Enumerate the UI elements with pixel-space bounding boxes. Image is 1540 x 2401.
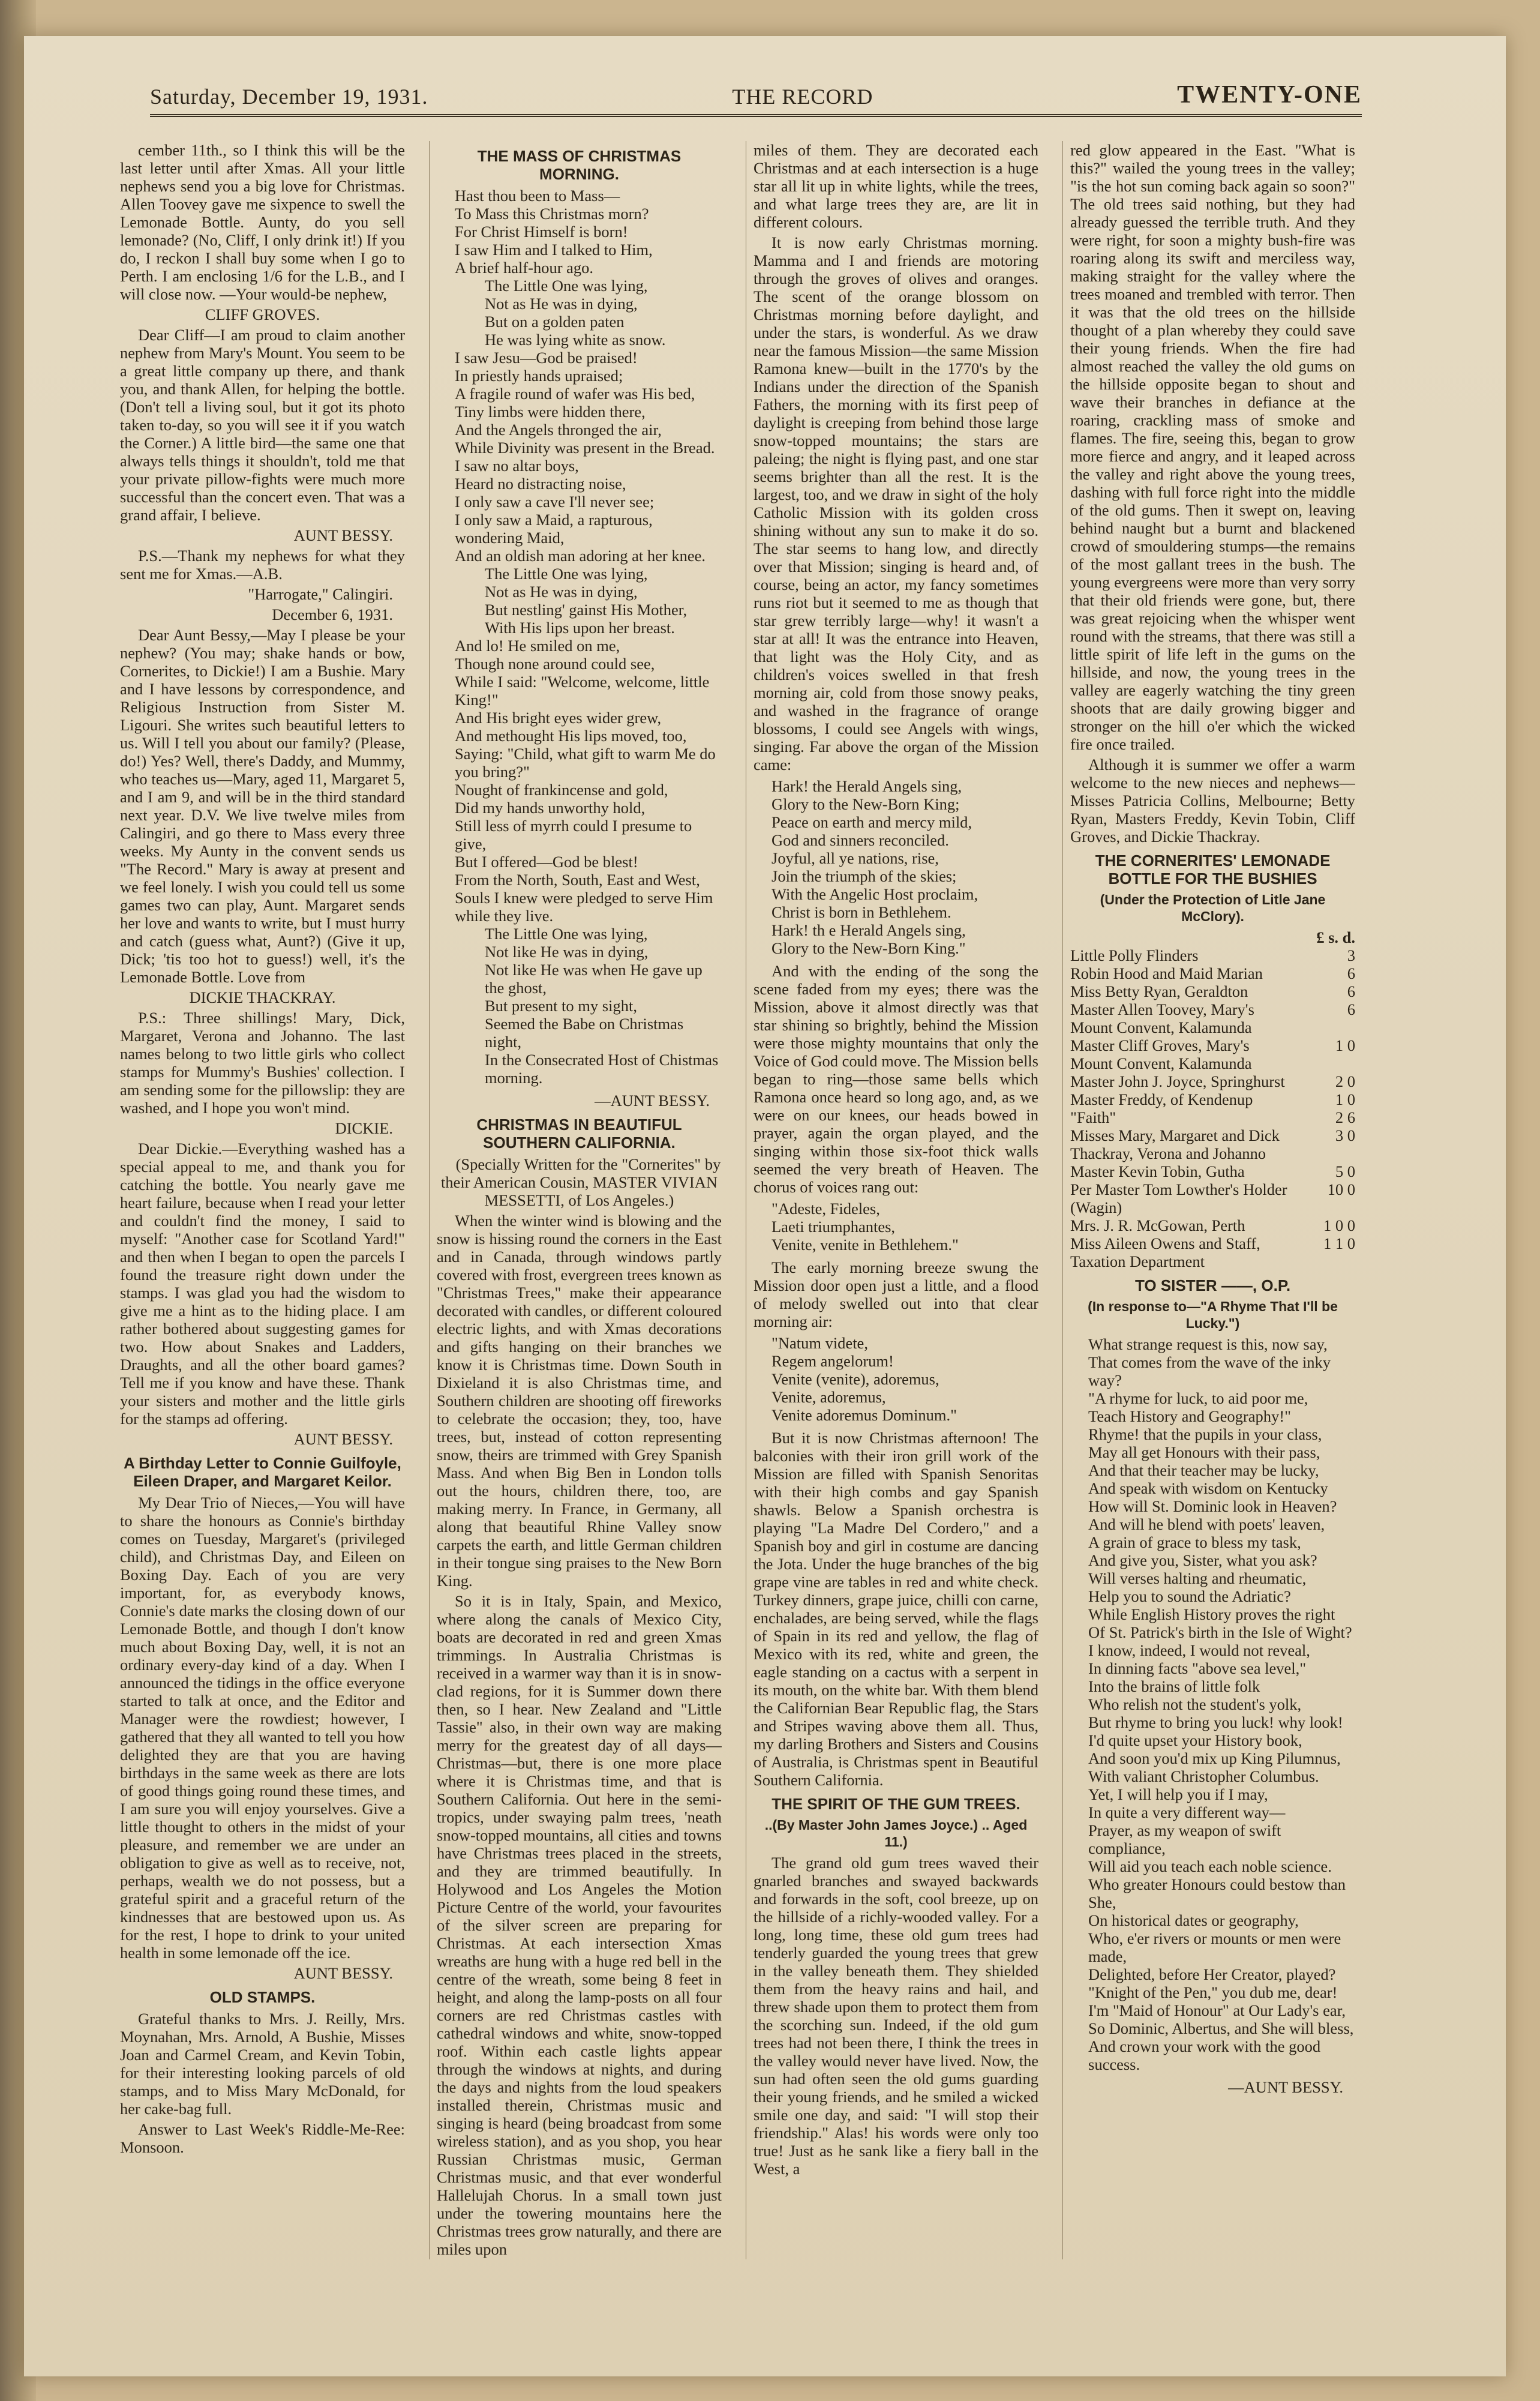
verse-line: Who, e'er rivers or mounts or men were made, [1088, 1929, 1341, 1965]
verse-block [754, 1200, 1038, 1254]
verse-line: While English History proves the right [1088, 1605, 1335, 1623]
verse-line: And soon you'd mix up King Pilumnus, [1088, 1749, 1341, 1767]
subscription-row [1070, 1234, 1355, 1270]
verse-line: Rhyme! that the pupils in your class, [1088, 1425, 1322, 1443]
verse-line: But on a golden paten [485, 313, 625, 331]
verse-line: May all get Honours with their pass, [1088, 1443, 1320, 1461]
verse-line: And methought His lips moved, too, [455, 727, 687, 745]
subscription-amount: 6 [1347, 1000, 1355, 1018]
paragraph: P.S.: Three shillings! Mary, Dick, Margaret, Verona and Johanno. The last names belong to two little girls who collect stamps for Mummy's Bushies' collection. I am sending some for the pillowslip: they are washed, and I hope you won't mind. [120, 1009, 405, 1117]
verse-line: I only saw a cave I'll never see; [455, 493, 655, 511]
subscription-list [1070, 928, 1355, 1270]
column-1 [120, 141, 405, 2259]
verse-line: And that their teacher may be lucky, [1088, 1461, 1319, 1479]
verse-line: A brief half-hour ago. [455, 259, 594, 277]
subscriber-name: Miss Betty Ryan, Geraldton [1070, 982, 1248, 1000]
subscription-row [1070, 1126, 1355, 1162]
paragraph: It is now early Christmas morning. Mamma and I and friends are motoring through the groves of olives and oranges. The scent of the orange blossom on Christmas morning before daylight, and under the stars, is wonderful. As we draw near the famous Mission—the same Mission Ramona knew—built in the 1770's by the Indians under the direction of the Spanish Fathers, the morning with its first peep of daylight is creeping from behind those large snow-topped mountains; the stars are paleing; the night is flying past, and one star seems brighter than all the rest. It is the largest, too, and we draw in sight of the holy Catholic Mission with its golden cross shining without any sun to make it do so. The star seems to hang low, and directly over that Mission; singing is heard and, of course, being an actor, my fancy sometimes runs riot but it seemed to me as though that star grew terribly large—why! it wasn't a star at all! It was the entrance into Heaven, that light was the Holy City, and as children's voices swelled in that fresh morning air, cold from those snowy peaks, and washed in the fragrance of orange blossoms, I could see Angels with wings, singing. Far above the organ of the Mission came: [754, 233, 1038, 774]
subscription-amount: 5 0 [1335, 1162, 1355, 1180]
paragraph: Dear Cliff—I am proud to claim another nephew from Mary's Mount. You seem to be a great little company up there, and thank you, and thank Allen, for helping the bottle. (Don't tell a living soul, but it got its photo taken to-day, so you will see it if you watch the Corner.) A little bird—the same one that always tells things it shouldn't, told me that your private pillow-fights were much more successful than the concert even. That was a grand affair, I believe. [120, 326, 405, 524]
verse-line: Though none around could see, [455, 655, 655, 673]
subscription-amount: £ s. d. [1316, 928, 1355, 946]
subscription-row [1070, 1072, 1355, 1090]
subscriber-name: Master Allen Toovey, Mary's Mount Convent, Kalamunda [1070, 1000, 1254, 1036]
column-3 [754, 141, 1038, 2259]
verse-line: Peace on earth and mercy mild, [771, 813, 972, 831]
subscription-row [1070, 1090, 1355, 1108]
subscription-amount: 10 0 [1327, 1180, 1355, 1198]
verse-line: Join the triumph of the skies; [771, 867, 957, 885]
verse-line: Venite, adoremus, [771, 1388, 886, 1406]
subscription-row [1070, 964, 1355, 982]
subscription-row [1070, 1216, 1355, 1234]
verse-line: But rhyme to bring you luck! why look! [1088, 1713, 1343, 1731]
section-heading: CHRISTMAS IN BEAUTIFUL SOUTHERN CALIFORNIA. [476, 1116, 682, 1152]
verse-line: Hark! th e Herald Angels sing, [771, 921, 966, 939]
subscription-amount: 6 [1347, 964, 1355, 982]
section-heading: THE CORNERITES' LEMONADE BOTTLE FOR THE BUSHIES [1095, 852, 1331, 888]
section-heading: THE MASS OF CHRISTMAS MORNING. [477, 147, 682, 183]
verse-line: The Little One was lying, [485, 277, 648, 295]
column-rule [1062, 141, 1063, 2259]
verse-line: Tiny limbs were hidden there, [455, 403, 646, 421]
issue-date: Saturday, December 19, 1931. [150, 85, 428, 109]
section-subheading: ..(By Master John James Joyce.) .. Aged 11.) [764, 1817, 1028, 1850]
verse-line: That comes from the wave of the inky way? [1088, 1353, 1331, 1389]
paragraph: But it is now Christmas afternoon! The balconies with their iron grill work of the Mission are filled with Spanish Senoritas with their high combs and gay Spanish shawls. Below a Spanish orchestra is playing "La Madre Del Cordero," and a Spanish boy and girl in costume are dancing the Jota. Under the huge branches of the big grape vine are tables in red and white check. Turkey dinners, grape juice, chilli con carne, enchalades, are being served, while the flags of Spain in its red and yellow, the flag of Mexico with its red, white and green, the eagle standing on a cactus with a serpent in its mouth, on the white bar. With them blend the Californian Bear Republic flag, the Stars and Stripes waving above them all. Thus, my darling Brothers and Sisters and Cousins of Australia, is Christmas spent in Beautiful Southern California. [754, 1429, 1038, 1789]
paragraph: The early morning breeze swung the Mission door open just a little, and a flood of melody swelled out into that clear morning air: [754, 1258, 1038, 1330]
verse-line: Prayer, as my weapon of swift compliance, [1088, 1821, 1281, 1857]
section-heading: TO SISTER ——, O.P. [1134, 1276, 1291, 1294]
subscription-amount: 1 0 [1335, 1090, 1355, 1108]
verse-line: I know, indeed, I would not reveal, [1088, 1641, 1310, 1659]
verse-line: In the Consecrated Host of Chistmas morning. [485, 1051, 719, 1087]
verse-line: But I offered—God be blest! [455, 853, 638, 871]
subscriber-name: Robin Hood and Maid Marian [1070, 964, 1263, 982]
verse-line: Not as He was in dying, [485, 583, 638, 601]
paragraph: My Dear Trio of Nieces,—You will have to share the honours as Connie's birthday comes on Tuesday, Margaret's (privileged child), and Christmas Day, and Eileen on Boxing Day. Each of you are very important, for, as everybody knows, Connie's date marks the closing down of our Lemonade Bottle, and though I don't know much about Boxing Day, well, it is not an ordinary every-day kind of a day. When I announced the tidings in the office everyone started to talk at once, and the Editor and Manager were the rowdiest; however, I gathered that they all wanted to tell you how delighted they are that you are having birthdays in the same week as there are lots of good things going round these times, and I am sure you will enjoy yourselves. Give a little thought to others in the midst of your pleasure, and remember we are under an obligation to give as well as to receive, not, perhaps, wealth we do not possess, but a grateful spirit and a graceful return of the kindnesses that are bestowed upon us. As for the rest, I hope to drink to your united health in some lemonade off the ice. [120, 1494, 405, 1962]
verse-line: A fragile round of wafer was His bed, [455, 385, 695, 403]
verse-line: With His lips upon her breast. [485, 619, 675, 637]
paragraph: Grateful thanks to Mrs. J. Reilly, Mrs. Moynahan, Mrs. Arnold, A Bushie, Misses Joan and Carmel Cream, and Kevin Tobin, for their interesting looking parcels of old stamps, and to Miss Mary McDonald, for her cake-bag full. [120, 2010, 405, 2118]
verse-line: Will aid you teach each noble science. [1088, 1857, 1332, 1875]
verse-line: Venite adoremus Dominum." [771, 1406, 957, 1424]
verse-line: Christ is born in Bethlehem. [771, 903, 951, 921]
verse-line: And an oldish man adoring at her knee. [455, 547, 706, 565]
verse-line: Saying: "Child, what gift to warm Me do you bring?" [455, 745, 716, 781]
subscriber-name: Miss Aileen Owens and Staff, Taxation Department [1070, 1234, 1260, 1270]
subscription-row [1070, 1108, 1355, 1126]
verse-line: What strange request is this, now say, [1088, 1335, 1328, 1353]
verse-line: Glory to the New-Born King; [771, 795, 960, 813]
verse-line: Glory to the New-Born King." [771, 939, 966, 957]
verse-line: While I said: "Welcome, welcome, little King!" [455, 673, 710, 709]
subscription-row [1070, 1000, 1355, 1036]
paragraph: red glow appeared in the East. "What is this?" wailed the young trees in the valley; "is the hot sun coming back again so soon?" The old trees said nothing, but they had already guessed the terrible truth. And they were right, for soon a mighty bush-fire was roaring along its swift and merciless way, making straight for the valley where the trees moaned and trembled with terror. Then it was that the old trees on the hillside thought of a plan whereby they could save their young friends. When the fire had almost reached the valley the old gums on the hillside opposite began to shout and wave their branches in defiance at the roaring, crackling mass of smoke and flames. The fire, seeing this, began to grow more fierce and angry, and it leaped across the valley and right above the young trees, dashing with full force right into the middle of the old gums. Then it swept on, leaving behind naught but a burnt and blackened crowd of smouldering stumps—the remains of the most gallant trees in the bush. The young evergreens were more than very sorry that their old friends were gone, but, there was great rejoicing when the whisper went round with the streams, that there was still a little spirit of life left in the gums on the hillside, and now, the young trees in the valley are eagerly watching the tiny green shoots that are daily growing bigger and stronger on the hill o'er which the wicked fire once trailed. [1070, 141, 1355, 753]
subscriber-name: Misses Mary, Margaret and Dick Thackray, Verona and Johanno [1070, 1126, 1280, 1162]
subscriber-name: Little Polly Flinders [1070, 946, 1199, 964]
subscription-amount: 6 [1347, 982, 1355, 1000]
verse-line: God and sinners reconciled. [771, 831, 949, 849]
verse-line: Will verses halting and rheumatic, [1088, 1569, 1307, 1587]
verse-line: Seemed the Babe on Christmas night, [485, 1015, 684, 1051]
subscription-amount: 2 0 [1335, 1072, 1355, 1090]
subscription-row [1070, 928, 1355, 946]
subscriber-name: "Faith" [1070, 1108, 1116, 1126]
verse-line: Did my hands unworthy hold, [455, 799, 646, 817]
verse-line: In priestly hands upraised; [455, 367, 623, 385]
verse-line: Not like He was in dying, [485, 943, 649, 961]
verse-line: So Dominic, Albertus, and She will bless, [1088, 2019, 1354, 2037]
paragraph: Although it is summer we offer a warm welcome to the new nieces and nephews—Misses Patricia Collins, Melbourne; Betty Ryan, Masters Freddy, Kevin Tobin, Cliff Groves, and Dickie Thackray. [1070, 756, 1355, 846]
verse-line: "A rhyme for luck, to aid poor me, [1088, 1389, 1308, 1407]
subscription-row [1070, 1162, 1355, 1180]
verse-line: I'd quite upset your History book, [1088, 1731, 1302, 1749]
subscription-amount: 1 0 0 [1323, 1216, 1355, 1234]
verse-line: And the Angels thronged the air, [455, 421, 662, 439]
section-heading: A Birthday Letter to Connie Guilfoyle, Eileen Draper, and Margaret Keilor. [124, 1454, 401, 1490]
subscriber-name: Mrs. J. R. McGowan, Perth [1070, 1216, 1245, 1234]
newspaper-title: THE RECORD [732, 85, 873, 109]
column-2 [437, 141, 722, 2259]
verse-line: But nestling' gainst His Mother, [485, 601, 688, 619]
verse-block [437, 187, 722, 1087]
signature-line: —AUNT BESSY. [595, 1092, 710, 1110]
verse-line: While Divinity was present in the Bread. [455, 439, 715, 457]
subscription-amount: 3 [1347, 946, 1355, 964]
verse-line: For Christ Himself is born! [455, 223, 628, 241]
paragraph: miles of them. They are decorated each Christmas and at each intersection is a huge star all lit up in white lights, while the trees, and what large trees they are, are lit in different colours. [754, 141, 1038, 231]
column-4 [1070, 141, 1355, 2259]
verse-line: And lo! He smiled on me, [455, 637, 620, 655]
subscriber-name: Master John J. Joyce, Springhurst [1070, 1072, 1285, 1090]
verse-block [754, 1334, 1038, 1424]
signature-line: AUNT BESSY. [293, 526, 393, 544]
signature-line: CLIFF GROVES. [205, 305, 320, 323]
subscription-row [1070, 946, 1355, 964]
verse-line: "Natum videte, [771, 1334, 868, 1352]
signature-line: AUNT BESSY. [293, 1430, 393, 1448]
section-subheading: (In response to—"A Rhyme That I'll be Lucky.") [1088, 1299, 1338, 1331]
verse-line: He was lying white as snow. [485, 331, 666, 349]
verse-line: "Knight of the Pen," you dub me, dear! [1088, 1983, 1338, 2001]
verse-line: Regem angelorum! [771, 1352, 894, 1370]
verse-line: Souls I knew were pledged to serve Him while they live. [455, 889, 713, 925]
verse-line: I saw Jesu—God be praised! [455, 349, 638, 367]
paragraph: Dear Dickie.—Everything washed has a special appeal to me, and thank you for catching the bottle. You nearly gave me heart failure, because when I read your letter and couldn't find the money, I said to myself: "Another case for Scotland Yard!" and then when I began to open the parcels I found the treasure right down under the stamps. I was glad you had the wisdom to give me a hint as to the hiding place. I am rather bothered about suggesting games for two. How about Snakes and Ladders, Draughts, and all the other board games? Tell me if you know and have these. Thank your sisters and mother and the little girls for the stamps ad offering. [120, 1140, 405, 1428]
verse-line: In dinning facts "above sea level," [1088, 1659, 1307, 1677]
paragraph: cember 11th., so I think this will be the last letter until after Xmas. All your little nephews send you a big love for Christmas. Allen Toovey gave me sixpence to swell the Lemonade Bottle. Aunty, do you sell lemonade? (No, Cliff, I only drink it!) If you do, I reckon I shall buy some when I go to Perth. I am enclosing 1/6 for the L.B., and I will close now. —Your would-be nephew, [120, 141, 405, 303]
subscription-amount: 1 0 [1335, 1036, 1355, 1054]
paragraph: And with the ending of the song the scene faded from my eyes; there was the Mission, above it almost directly was that star shining so brightly, behind the Mission were those mighty mountains that only the Voice of God could move. The Mission bells began to ring—those same bells which Ramona once heard so long ago, and, as we were on our knees, our heads bowed in prayer, again the organ played, and the singing within those six-foot thick walls seemed the very breath of Heaven. The chorus of voices rang out: [754, 962, 1038, 1196]
verse-line: I saw Him and I talked to Him, [455, 241, 653, 259]
paragraph: When the winter wind is blowing and the snow is hissing round the corners in the East and in Canada, through windows partly covered with frost, evergreen trees known as "Christmas Trees," make their appearance decorated with candles, or different coloured electric lights, and with Xmas decorations and gifts hanging on their branches we know it is Christmas time. Down South in Dixieland it is also Christmas time, and Southern children are shooting off fireworks to celebrate the occasion; they, too, have trees, but, instead of cotton representing snow, theirs are trimmed with Grey Spanish Mass. And when Big Ben in London tolls out the hours, children there, too, are making merry. In France, in Germany, all along that beautiful Rhine Valley snow carpets the earth, and little German children in their tongue sing praises to the New Born King. [437, 1212, 722, 1590]
paragraph: The grand old gum trees waved their gnarled branches and swayed backwards and forwards in the soft, cool breeze, up on the hillside of a richly-wooded valley. For a long, long time, these old gum trees had tenderly guarded the young trees that grew in the valley beneath them. They shielded them from the heavy rains and hail, and threw shade upon them to protect them from the scorching sun. Indeed, if the old gum trees had not been there, I think the trees in the valley would never have lived. Now, the sun had often seen the old gums guarding their young friends, and he smiled a wicked smile one day, and said: "I will stop their friendship." Alas! his words were only too true! Just as he sank like a fiery ball in the West, a [754, 1854, 1038, 2178]
verse-line: Venite (venite), adoremus, [771, 1370, 939, 1388]
subscription-amount: 1 1 0 [1323, 1234, 1355, 1252]
section-heading: THE SPIRIT OF THE GUM TREES. [771, 1795, 1020, 1813]
signature-line: DICKIE THACKRAY. [189, 988, 336, 1006]
subscription-row [1070, 982, 1355, 1000]
verse-line: I only saw a Maid, a rapturous, wondering Maid, [455, 511, 653, 547]
page-number: TWENTY-ONE [1177, 81, 1362, 109]
verse-line: Hast thou been to Mass— [455, 187, 620, 205]
verse-block [1070, 1335, 1355, 2073]
subscription-row [1070, 1180, 1355, 1216]
verse-line: In quite a very different way— [1088, 1803, 1286, 1821]
verse-line: And His bright eyes wider grew, [455, 709, 662, 727]
paragraph: Answer to Last Week's Riddle-Me-Ree: Monsoon. [120, 2120, 405, 2156]
section-subheading: (Under the Protection of Litle Jane McClory). [1100, 892, 1326, 924]
verse-line: Heard no distracting noise, [455, 475, 626, 493]
subscriber-name: Master Kevin Tobin, Gutha [1070, 1162, 1245, 1180]
verse-line: Delighted, before Her Creator, played? [1088, 1965, 1336, 1983]
signature-line: AUNT BESSY. [293, 1964, 393, 1982]
column-rule [429, 141, 430, 2259]
verse-line: "Adeste, Fideles, [771, 1200, 880, 1218]
verse-line: Help you to sound the Adriatic? [1088, 1587, 1291, 1605]
verse-block [754, 777, 1038, 957]
subscriber-name: Master Cliff Groves, Mary's Mount Convent, Kalamunda [1070, 1036, 1252, 1072]
subscriber-name: Per Master Tom Lowther's Holder (Wagin) [1070, 1180, 1287, 1216]
paragraph: So it is in Italy, Spain, and Mexico, where along the canals of Mexico City, boats are decorated in red and green Xmas trimmings. In Australia Christmas is received in a warmer way than it is in snow-clad regions, for it is Summer down there then, so I hear. New Zealand and "Little Tassie" also, in their own way are making merry for the greatest day of all days—Christmas—but, there is one more place where it is Christmas time, and that is Southern California. Out here in the semi-tropics, under swaying palm trees, 'neath snow-topped mountains, all cities and towns have Christmas trees placed in the streets, and they are trimmed beautifully. In Holywood and Los Angeles the Motion Picture Centre of the world, your favourites of the silver screen are preparing for Christmas. At each intersection Xmas wreaths are hung with a huge red bell in the centre of the wreath, some being 8 feet in height, and along the lamp-posts on all four corners are red Christmas castles with cathedral windows and white, snow-topped roof. Within each castle lights appear through the windows at nights, and during the days and nights from the loud speakers installed therein, Christmas music and singing is heard (being broadcast from some wireless station), and as you shop, you hear Russian Christmas music, German Christmas music, and that ever wonderful Hallelujah Chorus. In a small town just under the towering mountains here the Christmas trees grow naturally, and there are miles upon [437, 1592, 722, 2258]
verse-line: Joyful, all ye nations, rise, [771, 849, 939, 867]
verse-line: With the Angelic Host proclaim, [771, 885, 978, 903]
verse-line: I saw no altar boys, [455, 457, 579, 475]
verse-line: Nought of frankincense and gold, [455, 781, 668, 799]
verse-line: And will he blend with poets' leaven, [1088, 1515, 1325, 1533]
verse-line: Venite, venite in Bethlehem." [771, 1236, 959, 1254]
verse-line: Not as He was in dying, [485, 295, 638, 313]
masthead [150, 60, 1362, 117]
verse-line: The Little One was lying, [485, 925, 648, 943]
verse-line: Not like He was when He gave up the ghost, [485, 961, 703, 997]
subscriber-name [1070, 928, 1295, 946]
verse-line: Of St. Patrick's birth in the Isle of Wight? [1088, 1623, 1352, 1641]
verse-line: Into the brains of little folk [1088, 1677, 1260, 1695]
signature-line: DICKIE. [335, 1119, 393, 1137]
signature-line: —AUNT BESSY. [1228, 2078, 1343, 2096]
verse-line: I'm "Maid of Honour" at Our Lady's ear, [1088, 2001, 1346, 2019]
subscriber-name: Master Freddy, of Kendenup [1070, 1090, 1253, 1108]
verse-line: Laeti triumphantes, [771, 1218, 896, 1236]
verse-line: And crown your work with the good success. [1088, 2037, 1321, 2073]
verse-line: And speak with wisdom on Kentucky [1088, 1479, 1328, 1497]
verse-line: How will St. Dominic look in Heaven? [1088, 1497, 1337, 1515]
subscription-amount: 2 6 [1335, 1108, 1355, 1126]
section-heading: OLD STAMPS. [209, 1988, 316, 2006]
paragraph: Dear Aunt Bessy,—May I please be your nephew? (You may; shake hands or bow, Cornerites, to Dickie!) I am a Bushie. Mary and I have lessons by correspondence, and Religious Instruction from Sister M. Ligouri. She writes such beautiful letters to us. Will I tell you about our family? (Please, do!) Yes? Well, there's Daddy, and Mummy, who teaches us—Mary, aged 11, Margaret 5, and I am 9, and will be in the third standard next year. D.V. We live twelve miles from Calingiri, and go there to Mass every three weeks. My Aunty in the convent sends us "The Record." Mary is away at present and we feel lonely. I wish you could tell us some games two can play, Aunt. Margaret sends her love and wants to write, but I must hurry and catch (guess what, Aunt?) (Give it up, Dick; 'tis too hot to guess!) well, it's the Lemonade Bottle. Love from [120, 626, 405, 986]
signature-line: December 6, 1931. [272, 606, 393, 624]
verse-line: Yet, I will help you if I may, [1088, 1785, 1268, 1803]
subscription-row [1070, 1036, 1355, 1072]
verse-line: Who relish not the student's yolk, [1088, 1695, 1302, 1713]
verse-line: Still less of myrrh could I presume to give, [455, 817, 692, 853]
signature-line: "Harrogate," Calingiri. [248, 585, 393, 603]
verse-line: A grain of grace to bless my task, [1088, 1533, 1301, 1551]
verse-line: To Mass this Christmas morn? [455, 205, 649, 223]
verse-line: With valiant Christopher Columbus. [1088, 1767, 1319, 1785]
verse-line: The Little One was lying, [485, 565, 648, 583]
verse-line: Hark! the Herald Angels sing, [771, 777, 962, 795]
verse-line: From the North, South, East and West, [455, 871, 700, 889]
verse-line: But present to my sight, [485, 997, 637, 1015]
verse-line: And give you, Sister, what you ask? [1088, 1551, 1317, 1569]
subscription-amount: 3 0 [1335, 1126, 1355, 1144]
verse-line: On historical dates or geography, [1088, 1911, 1299, 1929]
paragraph: P.S.—Thank my nephews for what they sent me for Xmas.—A.B. [120, 547, 405, 583]
article-byline: (Specially Written for the "Cornerites" by their American Cousin, MASTER VIVIAN MESSETTI, of Los Angeles.) [440, 1155, 721, 1209]
verse-line: Who greater Honours could bestow than She, [1088, 1875, 1346, 1911]
verse-line: Teach History and Geography!" [1088, 1407, 1291, 1425]
